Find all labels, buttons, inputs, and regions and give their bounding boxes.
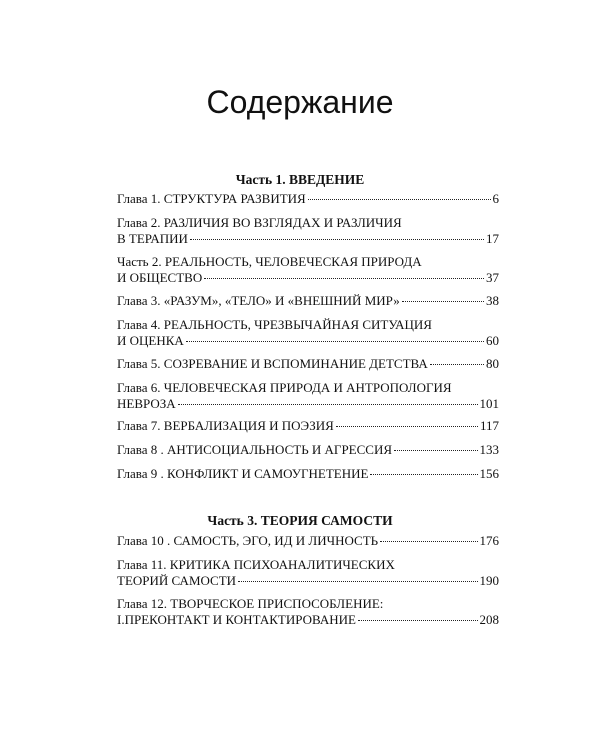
toc-entry-title-line1: Часть 2. РЕАЛЬНОСТЬ, ЧЕЛОВЕЧЕСКАЯ ПРИРОДА [117, 254, 422, 269]
toc-entry-title-line2: ТЕОРИЙ САМОСТИ [117, 572, 237, 588]
dot-leader [380, 541, 477, 542]
toc-entry-title-line2: I.ПРЕКОНТАКТ И КОНТАКТИРОВАНИЕ [117, 611, 356, 627]
dot-leader [238, 581, 477, 582]
toc-page-number: 117 [479, 418, 499, 433]
toc-entry-ch10[interactable] [117, 533, 499, 549]
dot-leader [394, 450, 477, 451]
toc-page-number: 17 [486, 230, 499, 246]
toc-entry-part2[interactable] [117, 254, 499, 285]
toc-page-number: 38 [486, 293, 499, 308]
toc-entry-title-line1: Глава 2. РАЗЛИЧИЯ ВО ВЗГЛЯДАХ И РАЗЛИЧИЯ [117, 215, 402, 230]
toc-entry-title: Глава 8 . АНТИСОЦИАЛЬНОСТЬ И АГРЕССИЯ [117, 442, 393, 457]
toc-entry-ch6[interactable] [117, 380, 499, 411]
toc-entry-ch8[interactable] [117, 442, 499, 458]
toc-entry-title: Глава 3. «РАЗУМ», «ТЕЛО» И «ВНЕШНИЙ МИР» [117, 293, 400, 308]
toc-page-number: 156 [479, 466, 499, 481]
toc-entry-title-line1: Глава 4. РЕАЛЬНОСТЬ, ЧРЕЗВЫЧАЙНАЯ СИТУАЦИЯ [117, 317, 432, 332]
toc-entry-ch9[interactable] [117, 466, 499, 482]
page-title: Содержание [206, 84, 394, 120]
dot-leader [430, 364, 484, 365]
dot-leader [190, 239, 484, 240]
toc-entry-ch3[interactable] [117, 293, 499, 309]
toc-entry-title-line2: В ТЕРАПИИ [117, 230, 188, 246]
toc-page-number: 208 [479, 611, 499, 627]
toc-entry-ch7[interactable] [117, 418, 499, 434]
dot-leader [336, 426, 478, 427]
toc-entry-ch4[interactable] [117, 317, 499, 348]
toc-page-number: 101 [479, 395, 499, 411]
toc-entry-title-line2: НЕВРОЗА [117, 395, 176, 411]
toc-entry-title: Глава 10 . САМОСТЬ, ЭГО, ИД И ЛИЧНОСТЬ [117, 533, 379, 548]
dot-leader [370, 474, 477, 475]
toc-entry-ch1[interactable] [117, 191, 499, 207]
toc-entry-title: Глава 9 . КОНФЛИКТ И САМОУГНЕТЕНИЕ [117, 466, 369, 481]
dot-leader [186, 341, 484, 342]
toc-entry-ch12[interactable] [117, 596, 499, 627]
toc-entry-title-line2: И ОЦЕНКА [117, 332, 184, 348]
toc-page-number: 190 [479, 572, 499, 588]
dot-leader [358, 620, 478, 621]
toc-entry-title-line2: И ОБЩЕСТВО [117, 269, 203, 285]
dot-leader [178, 404, 478, 405]
toc-page-number: 60 [486, 332, 499, 348]
toc-entry-ch5[interactable] [117, 356, 499, 372]
toc-entry-title-line1: Глава 11. КРИТИКА ПСИХОАНАЛИТИЧЕСКИХ [117, 557, 395, 572]
toc-page-number: 80 [486, 356, 499, 371]
toc-entry-title-line1: Глава 6. ЧЕЛОВЕЧЕСКАЯ ПРИРОДА И АНТРОПОЛОГИЯ [117, 380, 452, 395]
dot-leader [308, 199, 491, 200]
toc-entry-title: Глава 7. ВЕРБАЛИЗАЦИЯ И ПОЭЗИЯ [117, 418, 334, 433]
toc-page-number: 6 [492, 191, 499, 206]
dot-leader [402, 301, 484, 302]
toc-page-number: 37 [486, 269, 499, 285]
toc-entry-title: Глава 1. СТРУКТУРА РАЗВИТИЯ [117, 191, 306, 206]
toc-entry-ch2[interactable] [117, 215, 499, 246]
dot-leader [204, 278, 484, 279]
toc-entry-title: Глава 5. СОЗРЕВАНИЕ И ВСПОМИНАНИЕ ДЕТСТВА [117, 356, 428, 371]
toc-entry-title-line1: Глава 12. ТВОРЧЕСКОЕ ПРИСПОСОБЛЕНИЕ: [117, 596, 384, 611]
toc-page-number: 176 [479, 533, 499, 548]
part-heading-1: Часть 1. ВВЕДЕНИЕ [235, 172, 365, 187]
part-heading-3: Часть 3. ТЕОРИЯ САМОСТИ [207, 513, 393, 528]
toc-entry-ch11[interactable] [117, 557, 499, 588]
toc-page-number: 133 [479, 442, 499, 457]
